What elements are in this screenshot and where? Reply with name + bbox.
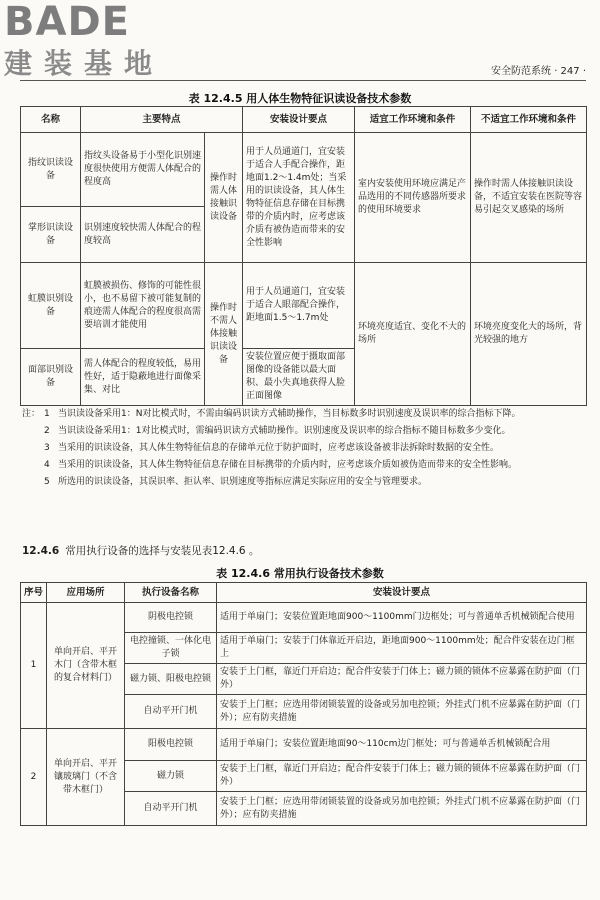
- row-install: 用于人员通道门，宜安装于适合人眼部配合操作，距地面1.5～1.7m处: [243, 263, 355, 349]
- device-install: 适用于单扇门；安装于门体靠近开启边，距地面900～1100mm处；配合件安装在边门框上: [217, 633, 587, 664]
- device-name: 自动平开门机: [125, 695, 217, 729]
- table1-caption: 表 12.4.5 用人体生物特征识读设备技术参数: [188, 92, 412, 105]
- brand-tagline: 建装基地: [4, 47, 165, 80]
- note-item: [22, 408, 584, 421]
- table-notes: [22, 408, 584, 489]
- device-name: 磁力锁: [125, 761, 217, 792]
- running-header: 安全防范系统 · 247 ·: [491, 66, 586, 77]
- section-text: 常用执行设备的选择与安装见表12.4.6 。: [65, 545, 260, 557]
- row-suitable: 环境亮度适宜、变化不大的场所: [355, 263, 471, 406]
- brand-logo: BADE: [4, 0, 130, 45]
- header-install: 安装设计要点: [243, 107, 355, 133]
- note-number: 2: [44, 426, 50, 436]
- header-unsuitable: 不适宜工作环境和条件: [471, 107, 587, 133]
- note-item: [22, 476, 584, 489]
- note-item: [22, 442, 584, 455]
- device-name: 阴极电控锁: [125, 603, 217, 633]
- device-install: 适用于单扇门；安装位置距地面900～1100mm门边框处；可与普通单舌机械锁配合使用: [217, 603, 587, 633]
- header-index: 序号: [21, 583, 47, 603]
- row-features: 需人体配合的程度较低，易用性好，适于隐蔽地进行面像采集、对比: [81, 349, 205, 406]
- section-number: 12.4.6: [22, 545, 60, 557]
- section-heading: [22, 544, 259, 558]
- group-number: 2: [21, 729, 47, 826]
- note-number: 5: [44, 477, 50, 487]
- row-features: 指纹头设备易于小型化识别速度很快使用方便需人体配合的程度高: [81, 133, 205, 207]
- header-name: 名称: [21, 107, 81, 133]
- note-number: 1: [44, 409, 50, 419]
- notes-label: 注：: [22, 409, 41, 419]
- device-install: 安装于上门框，靠近门开启边；配合件安装于门体上；磁力锁的锁体不应暴露在防护面（门外）: [217, 664, 587, 695]
- note-item: [22, 425, 584, 438]
- table2-caption: 表 12.4.6 常用执行设备技术参数: [216, 567, 384, 580]
- device-install: 安装于上门框，靠近门开启边；配合件安装于门体上；磁力锁的锁体不应暴露在防护面（门外）: [217, 761, 587, 792]
- note-text: 当采用的识读设备，其人体生物特征信息存储在目标携带的介质内时，应考虑该介质如被伪造而带来的安全性影响。: [58, 460, 518, 470]
- group-number: 1: [21, 603, 47, 729]
- note-text: 当采用的识读设备，其人体生物特征信息的存储单元位于防护面时，应考虑该设备被非法拆除时数据的安全性。: [58, 443, 500, 453]
- group-place: 单向开启、平开镶玻璃门（不含带木框门）: [47, 729, 125, 826]
- row-name: 指纹识读设备: [21, 133, 81, 207]
- note-text: 当识读设备采用1：1对比模式时，需编码识读方式辅助操作。识别速度及误识率的综合指标不随目标数多少变化。: [58, 426, 511, 436]
- actuator-table: [20, 582, 587, 826]
- row-operation: 操作时需人体接触识读设备: [205, 133, 243, 263]
- header-place: 应用场所: [47, 583, 125, 603]
- header-install: 安装设计要点: [217, 583, 587, 603]
- biometric-reader-table: [20, 106, 587, 406]
- note-item: [22, 459, 584, 472]
- row-unsuitable: 环境亮度变化大的场所，背光较强的地方: [471, 263, 587, 406]
- device-install: 适用于单扇门；安装位置距地面90～110cm边门框处；可与普通单舌机械锁配合用: [217, 729, 587, 761]
- note-text: 所选用的识读设备，其误识率、拒认率、识别速度等指标应满足实际应用的安全与管理要求。: [58, 477, 428, 487]
- table-row: [21, 133, 587, 207]
- device-install: 安装于上门框；应选用带闭锁装置的设备或另加电控锁；外挂式门机不应暴露在防护面（门外）；应有防夹措施: [217, 792, 587, 826]
- header-divider: [20, 80, 586, 81]
- row-unsuitable: 操作时需人体接触识读设备，不适宜安装在医院等容易引起交叉感染的场所: [471, 133, 587, 263]
- header-suitable: 适宜工作环境和条件: [355, 107, 471, 133]
- table-row: [21, 263, 587, 349]
- note-number: 3: [44, 443, 50, 453]
- device-name: 电控撞锁、一体化电子锁: [125, 633, 217, 664]
- note-number: 4: [44, 460, 50, 470]
- row-features: 虹膜被损伤、修饰的可能性很小，也不易留下被可能复制的痕迹需人体配合的程度很高需要培训才能使用: [81, 263, 205, 349]
- header-device: 执行设备名称: [125, 583, 217, 603]
- row-suitable: 室内安装使用环境应满足产品选用的不同传感器所要求的使用环境要求: [355, 133, 471, 263]
- device-name: 阳极电控锁: [125, 729, 217, 761]
- row-features: 识别速度较快需人体配合的程度较高: [81, 207, 205, 263]
- table-row: [21, 603, 587, 633]
- row-name: 虹膜识别设备: [21, 263, 81, 349]
- note-text: 当识读设备采用1：N对比模式时，不需由编码识读方式辅助操作，当目标数多时识别速度及误识率的综合指标下降。: [58, 409, 521, 419]
- row-install: 安装位置应便于摄取面部图像的设备能以最大面积、最小失真地获得人脸正面图像: [243, 349, 355, 406]
- device-name: 自动平开门机: [125, 792, 217, 826]
- row-name: 掌形识读设备: [21, 207, 81, 263]
- device-name: 磁力锁、阳极电控锁: [125, 664, 217, 695]
- row-operation: 操作时不需人体接触识读设备: [205, 263, 243, 406]
- row-install: 用于人员通道门，宜安装于适合人手配合操作，距地面1.2～1.4m处；当采用的识读设备，其人体生物特征信息存储在目标携带的介质内时，应考虑该介质有被伪造而带来的安全性影响: [243, 133, 355, 263]
- group-place: 单向开启、平开木门（含带木框的复合材料门）: [47, 603, 125, 729]
- device-install: 安装于上门框；应选用带闭锁装置的设备或另加电控锁；外挂式门机不应暴露在防护面（门外）；应有防夹措施: [217, 695, 587, 729]
- table-row: [21, 729, 587, 761]
- header-features: 主要特点: [81, 107, 243, 133]
- row-name: 面部识别设备: [21, 349, 81, 406]
